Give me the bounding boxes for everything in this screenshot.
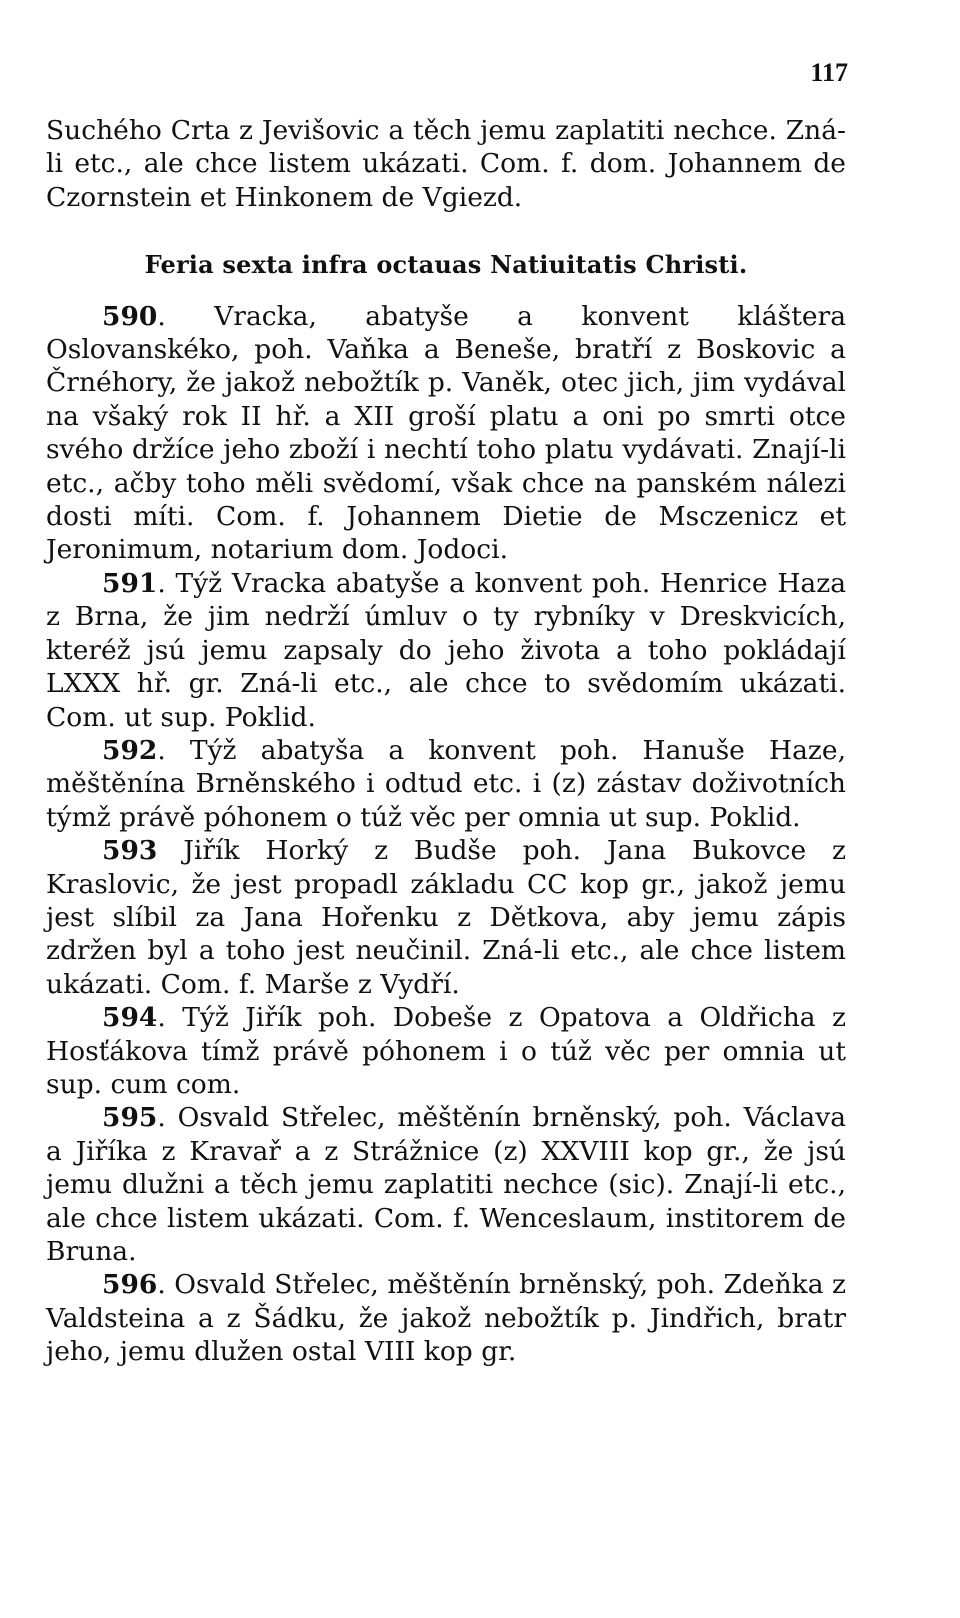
entry-text: . Vracka, abatyše a konvent kláštera Oslovanskéko, poh. Vaňka a Beneše, bratří z Boskovic a Črnéhory, že jakož nebožtík p. Vaněk, otec jich, jim vydával na všaký rok II hř. a XII groší platu a oni po smrti otce svého držíce jeho zboží i nechtí toho platu vydávati. Znají-li etc., ačby toho měli svědomí, však chce na panském nálezi dosti míti. Com. f. Johannem Dietie de Msczenicz et Jeronimum, notarium dom. Jodoci. (46, 300, 846, 566)
entry-596 (46, 1268, 846, 1368)
entry-594 (46, 1001, 846, 1101)
entry-text: . Týž abatyša a konvent poh. Hanuše Haze, měštěnína Brněnského i odtud etc. i (z) zástav doživotních týmž právě póhonem o túž věc per omnia ut sup. Poklid. (46, 734, 846, 833)
entry-number: 593 (102, 835, 158, 867)
entry-text: Jiřík Horký z Budše poh. Jana Bukovce z Kraslovic, že jest propadl základu CC kop gr., jakož jemu jest slíbil za Jana Hořenku z Dětkova, aby jemu zápis zdržen byl a toho jest neučinil. Zná-li etc., ale chce listem ukázati. Com. f. Marše z Vydří. (46, 835, 846, 1000)
entry-text: . Osvald Střelec, měštěnín brněnský, poh. Zdeňka z Valdsteina a z Šádku, že jakož nebožtík p. Jindřich, bratr jeho, jemu dlužen ostal VIII kop gr. (46, 1269, 846, 1368)
entry-text: . Osvald Střelec, měštěnín brněnský, poh. Václava a Jiříka z Kravař a z Strážnice (z) XXVIII kop gr., že jsú jemu dlužni a těch jemu zaplatiti nechce (sic). Znají-li etc., ale chce listem ukázati. Com. f. Wenceslaum, institorem de Bruna. (46, 1102, 846, 1267)
entry-number: 595 (102, 1102, 158, 1134)
intro-paragraph: Suchého Crta z Jevišovic a těch jemu zaplatiti nechce. Zná-li etc., ale chce listem ukázati. Com. f. dom. Johannem de Czornstein et Hinkonem de Vgiezd. (46, 115, 846, 213)
section-heading: Feria sexta infra octauas Natiuitatis Christi. (144, 250, 748, 280)
entry-593 (46, 834, 846, 1001)
entry-text: . Týž Jiřík poh. Dobeše z Opatova a Oldřicha z Hosťákova tímž právě póhonem i o túž věc per omnia ut sup. cum com. (46, 1002, 846, 1100)
entry-number: 592 (102, 734, 158, 766)
entry-text: . Týž Vracka abatyše a konvent poh. Henrice Haza z Brna, že jim nedrží úmluv o ty rybníky v Dreskvicích, kteréž jsú jemu zapsaly do jeho života a toho pokládají LXXX hř. gr. Zná-li etc., ale chce to svědomím ukázati. Com. ut sup. Poklid. (46, 567, 846, 733)
entry-number: 596 (102, 1269, 158, 1301)
entry-592 (46, 734, 846, 834)
page-number: 117 (810, 58, 848, 87)
entry-595 (46, 1101, 846, 1268)
entry-590 (46, 300, 846, 567)
entry-number: 591 (102, 567, 158, 599)
entry-number: 590 (102, 300, 158, 332)
entry-591 (46, 567, 846, 734)
entry-number: 594 (102, 1002, 158, 1034)
